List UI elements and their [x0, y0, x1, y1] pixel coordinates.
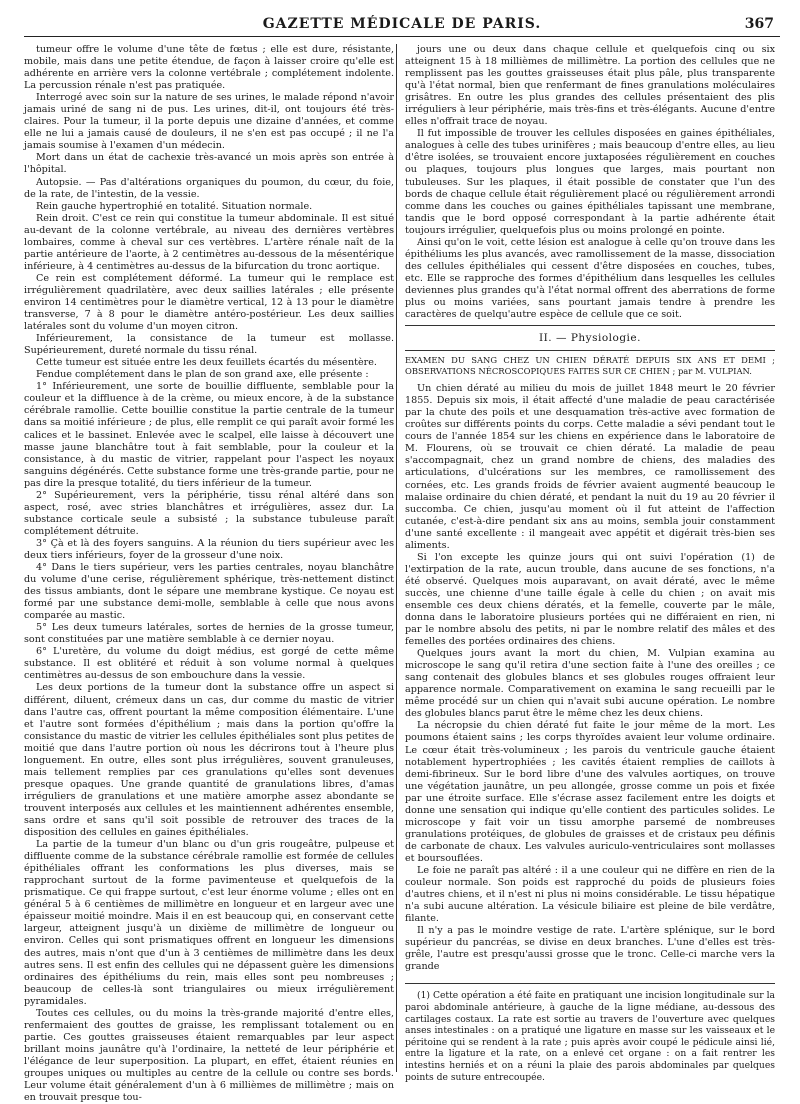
paragraph: 2° Supérieurement, vers la périphérie, tissu rénal altéré dans son aspect, rosé, avec stries blanchâtres et irrégulières, assez dur. La substance corticale seule a subsisté ; la substance tubuleuse paraît complétement détruite.: [24, 489, 394, 537]
paragraph: 3° Çà et là des foyers sanguins. A la réunion du tiers supérieur avec les deux tiers inférieurs, foyer de la grosseur d'une noix.: [24, 537, 394, 561]
paragraph: Ce rein est complétement déformé. La tumeur qui le remplace est irrégulièrement quadrilatère, avec deux saillies latérales ; elle présente environ 14 centimètres pour le diamètre vertical, 12 à 13 pour le diamètre transverse, 7 à 8 pour le diamètre antéro-postérieur. Les deux saillies latérales sont du volume d'un moyen citron.: [24, 272, 394, 333]
paragraph: Les deux portions de la tumeur dont la substance offre un aspect si différent, diluent, crémeux dans un cas, dur comme du mastic de vitrier dans l'autre cas, offrent pourtant la même composition élémentaire. L'une et l'autre sont formées d'épithélium ; mais dans la portion qu'offre la consistance du mastic de vitrier les cellules épithéliales sont plus petites de moitié que dans l'autre portion où nous les décrirons tout à l'heure plus longuement. En outre, elles sont plus irrégulières, souvent granuleuses, mais tellement remplies par ces granulations qu'elles sont devenues presque opaques. Une grande quantité de granulations libres, d'amas irréguliers de granulations et une matière amorphe assez abondante se trouvent interposés aux cellules et les maintiennent adhérentes ensemble, sans ordre et sans qu'il soit possible de retrouver des traces de la disposition des cellules en gaines épithéliales.: [24, 682, 394, 839]
footnote: [405, 990, 775, 1083]
page-number: 367: [744, 16, 774, 32]
paragraph: 5° Les deux tumeurs latérales, sortes de hernies de la grosse tumeur, sont constituées par une matière semblable à ce dernier noyau.: [24, 622, 394, 646]
paragraph: Interrogé avec soin sur la nature de ses urines, le malade répond n'avoir jamais uriné de sang ni de pus. Les urines, dit-il, ont toujours été très-claires. Pour la tumeur, il la porte depuis une dizaine d'années, et comme elle ne lui a jamais causé de douleurs, il ne s'en est pas occupé ; il ne l'a jamais soumise à l'examen d'un médecin.: [24, 92, 394, 152]
paragraph: 4° Dans le tiers supérieur, vers les parties centrales, noyau blanchâtre du volume d'une cerise, régulièrement sphérique, très-nettement distinct des tissus ambiants, dont le sépare une membrane kystique. Ce noyau est formé par une substance demi-molle, semblable à celle que nous avons comparée au mastic.: [24, 562, 394, 622]
paragraph: Inférieurement, la consistance de la tumeur est mollasse. Supérieurement, dureté normale du tissu rénal.: [24, 333, 394, 357]
paragraph: Si l'on excepte les quinze jours qui ont suivi l'opération (1) de l'extirpation de la rate, aucun trouble, dans aucune de ses fonctions, n'a été observé. Quelques mois auparavant, on avait dératé, avec le même succès, une chienne d'une taille égale à celle du chien ; on avait mis ensemble ces deux chiens dératés, et la femelle, couverte par le mâle, donna dans le laboratoire plusieurs portées qui ne différaient en rien, ni par le nombre absolu des petits, ni par le nombre relatif des mâles et des femelles des portées ordinaires des chiens.: [405, 551, 775, 648]
column-divider: [396, 44, 397, 1072]
paragraph: La partie de la tumeur d'un blanc ou d'un gris rougeâtre, pulpeuse et diffluente comme de la substance cérébrale ramollie est formée de cellules épithéliales offrant les conformations les plus diverses, mais se rapprochant surtout de la forme pavimenteuse et quelquefois de la prismatique. Ce qui frappe surtout, c'est leur énorme volume ; elles ont en général 5 à 6 centièmes de millimètre en longueur et en largeur avec une épaisseur moitié moindre. Mais il en est beaucoup qui, en conservant cette largeur, atteignent jusqu'à un dixième de millimètre de longueur ou environ. Celles qui sont prismatiques offrent en longueur les dimensions des autres, mais n'ont que d'un à 3 centièmes de millimètre dans les deux autres sens. Il est enfin des cellules qui ne dépassent guère les dimensions ordinaires des épithéliums du rein, mais elles sont peu nombreuses ; beaucoup de celles-là sont triangulaires ou mieux irrégulièrement pyramidales.: [24, 839, 394, 1007]
paragraph: Le foie ne paraît pas altéré : il a une couleur qui ne diffère en rien de la couleur normale. Son poids est rapproché du poids de plusieurs foies d'autres chiens, et il n'est ni plus ni moins considérable. Le tissu hépatique n'a subi aucune altération. La vésicule biliaire est pleine de bile verdâtre, filante.: [405, 865, 775, 925]
paragraph: Fendue complétement dans le plan de son grand axe, elle présente :: [36, 369, 369, 381]
right-column: [405, 44, 775, 1083]
section-rule: [405, 350, 775, 351]
left-column: [24, 44, 394, 1104]
paragraph: Cette tumeur est située entre les deux feuillets écartés du mésentère.: [36, 357, 377, 369]
paragraph: Toutes ces cellules, ou du moins la très-grande majorité d'entre elles, renfermaient des gouttes de graisse, les remplissant totalement ou en partie. Ces gouttes graisseuses étaient remarquables par leur aspect brillant moins jaunâtre qu'à l'ordinaire, la netteté de leur périphérie et l'élégance de leur superposition. La plupart, en effet, étaient réunies en groupes uniques ou multiples au centre de la cellule ou contre ses bords. Leur volume était généralement d'un à 6 millièmes de millimètre ; mais on en trouvait presque tou-: [24, 1007, 394, 1104]
paragraph: 1° Inférieurement, une sorte de bouillie diffluente, semblable pour la couleur et la diffluence à de la crème, ou mieux encore, à de la substance cérébrale ramollie. Cette bouillie constitue la partie centrale de la tumeur dans sa moitié inférieure ; de plus, elle remplit ce qui paraît avoir formé les calices et le bassinet. Enlevée avec le scalpel, elle laisse à découvert une masse jaune blanchâtre tout à fait semblable, pour la couleur et la consistance, à du mastic de vitrier, rappelant pour l'aspect les noyaux sanguins dégénérés. Cette substance forme une très-grande partie, pour ne pas dire la presque totalité, du tiers inférieur de la tumeur.: [24, 381, 394, 489]
section-rule: [405, 325, 775, 326]
paragraph: Rein droit. C'est ce rein qui constitue la tumeur abdominale. Il est situé au-devant de la colonne vertébrale, au niveau des dernières vertèbres lombaires, comme à cheval sur ces vertèbres. L'artère rénale naît de la partie antérieure de l'aorte, à 2 centimètres au-dessous de la mésentérique inférieure, à 4 centimètres au-dessus de la bifurcation du tronc aortique.: [24, 212, 394, 272]
footnote-rule: [405, 983, 775, 984]
paragraph: Rein gauche hypertrophié en totalité. Situation normale.: [36, 200, 313, 212]
page-header: [24, 14, 780, 37]
paragraph: Autopsie. — Pas d'altérations organiques du poumon, du cœur, du foie, de la rate, de l'intestin, de la vessie.: [24, 176, 394, 200]
section-heading: II. — Physiologie.: [539, 332, 641, 345]
paragraph: Quelques jours avant la mort du chien, M. Vulpian examina au microscope le sang qu'il retira d'une section faite à l'une des oreilles ; ce sang contenait des globules blancs et ses globules rouges offraient leur apparence normale. Comparativement on examina le sang recueilli par le même procédé sur un chien qui n'avait subi aucune opération. Le nombre des globules blancs parut être le même chez les deux chiens.: [405, 648, 775, 720]
journal-title: GAZETTE MÉDICALE DE PARIS.: [262, 16, 542, 32]
paragraph: Mort dans un état de cachexie très-avancé un mois après son entrée à l'hôpital.: [24, 152, 394, 176]
paragraph: La nécropsie du chien dératé fut faite le jour même de la mort. Les poumons étaient sains ; les corps thyroïdes avaient leur volume ordinaire. Le cœur était très-volumineux ; les parois du ventricule gauche étaient notablement hypertrophiées ; les cavités étaient remplies de caillots à demi-fibrineux. Sur le bord libre d'une des valvules aortiques, on trouve une végétation jaunâtre, un peu allongée, grosse comme un pois et fixée par une étroite surface. Elle s'écrase assez facilement entre les doigts et donne une sensation qui indique qu'elle contient des particules solides. Le microscope y fait voir un tissu amorphe parsemé de nombreuses granulations protéiques, de globules de graisses et de cristaux peu définis de carbonate de chaux. Les valvules auriculo-ventriculaires sont mollasses et boursouflées.: [405, 720, 775, 864]
paragraph: tumeur offre le volume d'une tête de fœtus ; elle est dure, résistante, mobile, mais dans une petite étendue, de façon à laisser croire qu'elle est adhérente en arrière vers la colonne vertébrale ; complétement indolente. La percussion rénale n'est pas pratiquée.: [24, 44, 394, 92]
paragraph: Ainsi qu'on le voit, cette lésion est analogue à celle qu'on trouve dans les épithéliums les plus avancés, avec ramollissement de la masse, dissociation des cellules épithéliales qui cessent d'être disposées en couches, tubes, etc. Elle se rapproche des formes d'épithélium dans lesquelles les cellules deviennes plus grandes qu'à l'état normal offrent des aberrations de forme plus ou moins variées, sans pourtant jamais tendre à prendre les caractères de quelqu'autre espèce de cellule que ce soit.: [405, 236, 775, 321]
paragraph: Il n'y a pas le moindre vestige de rate. L'artère splénique, sur le bord supérieur du pancréas, se divise en deux branches. L'une d'elles est très-grêle, l'autre est presqu'aussi grosse que le tronc. Celle-ci marche vers la grande: [405, 925, 775, 973]
paragraph: Un chien dératé au milieu du mois de juillet 1848 meurt le 20 février 1855. Depuis six mois, il était affecté d'une maladie de peau caractérisée par la chute des poils et une desquamation très-active avec formation de croûtes sur différents points du corps. Cette maladie a sévi pendant tout le cours de l'année 1854 sur les chiens en expérience dans le laboratoire de M. Flourens, où se trouvait ce chien dératé. La maladie de peau s'accompagnait, chez un grand nombre de chiens, des maladies des articulations, d'ulcérations sur les membres, ce ramollissement des cornées, etc. Les grands froids de février avaient augmenté beaucoup le malaise ordinaire du chien dératé, et pendant la nuit du 19 au 20 février il succomba. Ce chien, jusqu'au moment où il fut atteint de l'affection cutanée, c'est-à-dire pendant six ans au moins, sembla jouir constamment d'une santé excellente : il mangeait avec appétit et digérait très-bien ses aliments.: [405, 383, 775, 551]
paragraph: 6° L'uretère, du volume du doigt médius, est gorgé de cette même substance. Il est oblitéré et réduit à son volume normal à quelques centimètres au-dessus de son embouchure dans la vessie.: [24, 646, 394, 682]
paragraph: Il fut impossible de trouver les cellules disposées en gaines épithéliales, analogues à celle des tubes urinifères ; mais beaucoup d'entre elles, au lieu d'être isolées, se trouvaient encore juxtaposées régulièrement en couches ou plaques, toujours plus longues que larges, mais pourtant non tubuleuses. Sur les plaques, il était possible de constater que l'un des bords de chaque cellule était régulièrement placé ou régulièrement arrondi comme dans les couches ou gaines épithéliales tapissant une membrane, tandis que le bord opposé correspondant à la partie adhérente était toujours irrégulier, quelquefois plus ou moins prolongé en pointe.: [405, 128, 775, 236]
paragraph: jours une ou deux dans chaque cellule et quelquefois cinq ou six atteignent 15 à 18 millièmes de millimètre. La portion des cellules que ne remplissent pas les gouttes graisseuses était plus pâle, plus transparente qu'à l'état normal, bien que renfermant de fines granulations moléculaires grisâtres. En outre les plus grandes des cellules présentaient des plis irréguliers à leur périphérie, mais très-fins et très-élégants. Aucune d'entre elles n'offrait trace de noyau.: [405, 44, 775, 128]
footnote-text: (1) Cette opération a été faite en pratiquant une incision longitudinale sur la paroi abdominale antérieure, à gauche de la ligne médiane, au-dessous des cartilages costaux. La rate est sortie au travers de l'ouverture avec quelques anses intestinales : on a pratiqué une ligature en masse sur les vaisseaux et le péritoine qui se rendent à la rate ; puis après avoir coupé le pédicule ainsi lié, entre la ligature et la rate, on a enlevé cet organe : on a fait rentrer les intestins herniés et on a réuni la plaie des parois abdominales par quelques points de suture entrecoupée.: [405, 990, 775, 1083]
article-title: EXAMEN DU SANG CHEZ UN CHIEN DÉRATÉ DEPUIS SIX ANS ET DEMI ; OBSERVATIONS NÉCROSCOPIQUES FAITES SUR CE CHIEN ; par M. VULPIAN.: [405, 355, 775, 377]
